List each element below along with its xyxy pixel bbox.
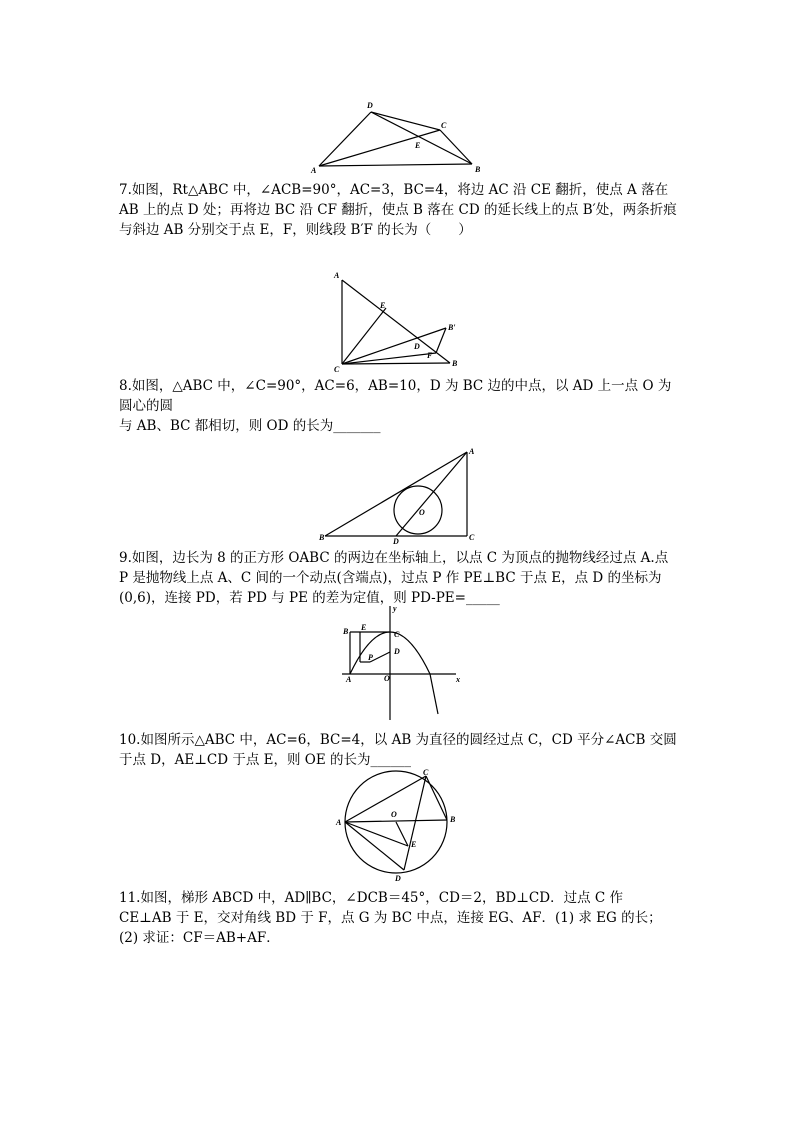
fig2-label-D: D [414, 342, 420, 351]
fig3-label-D: D [393, 537, 399, 546]
fig4-label-D: D [394, 647, 400, 656]
figure-1-triangle [305, 96, 495, 180]
fig4-label-O: O [384, 674, 390, 683]
question-7: 7.如图，Rt△ABC 中，∠ACB=90°，AC=3，BC=4，将边 AC 沿 CE 翻折，使点 A 落在 AB 上的点 D 处；再将边 BC 沿 CF 翻折，使点 B 落在 CD 的延长线上的点 B′处，两条折痕与斜边 AB 分别交于点 E，F，则线段 B′F 的长为（ ） [119, 182, 677, 238]
fig4-label-y: y [393, 604, 397, 613]
fig4-label-B: B [343, 627, 349, 636]
fig5-label-E: E [411, 840, 417, 849]
question-9: 9.如图，边长为 8 的正方形 OABC 的两边在坐标轴上，以点 C 为顶点的抛物线经过点 A.点 P 是抛物线上点 A、C 间的一个动点(含端点)，过点 P 作 PE⊥BC 于点 E，点 D 的坐标为(0,6)，连接 PD，若 PD 与 PE 的差为定值，则 PD-PE=_____ [119, 550, 673, 606]
fig2-label-F: F [427, 351, 433, 360]
fig5-label-D: D [395, 874, 401, 883]
fig3-label-C: C [469, 533, 475, 542]
fig1-label-D: D [367, 101, 373, 110]
fig1-label-B: B [475, 165, 481, 174]
question-10: 10.如图所示△ABC 中，AC=6，BC=4，以 AB 为直径的圆经过点 C，CD 平分∠ACB 交圆于点 D，AE⊥CD 于点 E，则 OE 的长为______ [119, 732, 677, 768]
fig2-label-C: C [334, 365, 340, 374]
figure-3-inscribed-circle [315, 446, 485, 546]
fig4-label-P: P [368, 653, 373, 662]
fig5-label-B: B [450, 815, 456, 824]
question-11: 11.如图，梯形 ABCD 中，AD∥BC，∠DCB＝45°，CD＝2，BD⊥CD．过点 C 作 CE⊥AB 于 E，交对角线 BD 于 F，点 G 为 BC 中点，连接 EG、AF．(1) 求 EG 的长；(2) 求证：CF＝AB+AF． [119, 890, 662, 946]
fig1-label-C: C [441, 121, 447, 130]
fig4-label-C: C [394, 630, 400, 639]
figure-5-circle-diameter [333, 768, 463, 886]
fig2-label-A: A [334, 271, 340, 280]
fig3-label-O: O [419, 508, 425, 517]
fig2-label-E: E [380, 301, 386, 310]
question-8: 8.如图，△ABC 中，∠C=90°，AC=6，AB=10，D 为 BC 边的中点，以 AD 上一点 O 为圆心的圆 与 AB、BC 都相切，则 OD 的长为_______ [119, 378, 672, 434]
fig3-label-A: A [469, 447, 475, 456]
fig1-label-E: E [415, 141, 421, 150]
fig5-label-C: C [423, 768, 429, 777]
fig1-label-A: A [311, 166, 317, 175]
fig2-label-B: B [452, 359, 458, 368]
fig2-label-B-prime: B′ [448, 323, 456, 332]
fig3-label-B: B [319, 533, 325, 542]
fig4-label-x: x [456, 675, 460, 684]
fig5-label-A: A [336, 818, 342, 827]
figure-4-parabola [338, 604, 463, 722]
fig4-label-E: E [361, 623, 367, 632]
fig4-label-A: A [346, 675, 352, 684]
figure-2-folded-triangle [330, 268, 470, 376]
fig5-label-O: O [391, 810, 397, 819]
